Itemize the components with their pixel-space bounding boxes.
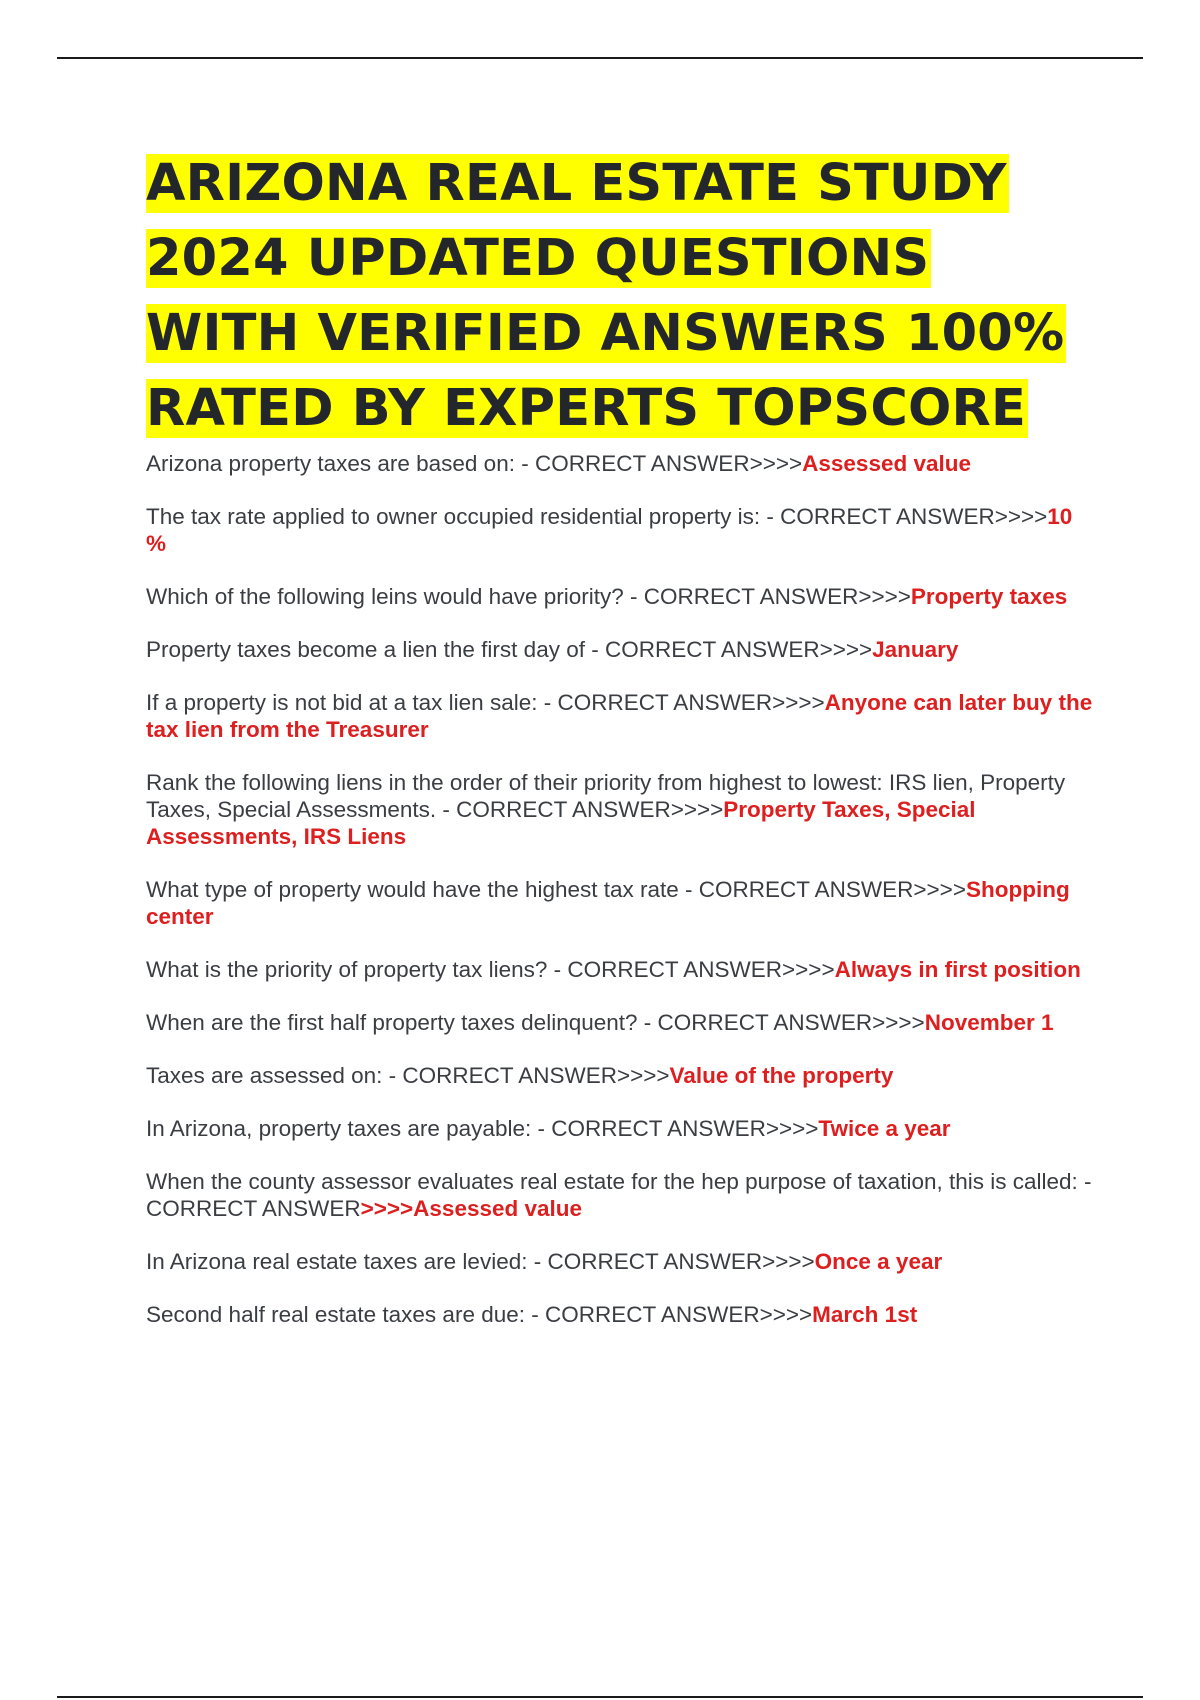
question-text: Which of the following leins would have priority? - CORRECT ANSWER>>>>	[146, 584, 911, 609]
answer-text: Property Taxes, Special Assessments, IRS Liens	[146, 797, 976, 849]
qa-item-1	[146, 450, 1096, 477]
document-body	[146, 146, 1096, 1354]
question-text: When are the first half property taxes delinquent? - CORRECT ANSWER>>>>	[146, 1010, 925, 1035]
qa-item-6	[146, 769, 1096, 850]
qa-item-9	[146, 1009, 1096, 1036]
qa-item-12	[146, 1168, 1096, 1222]
answer-text: Always in first position	[834, 957, 1081, 982]
answer-text: Property taxes	[910, 584, 1068, 609]
answer-text: Twice a year	[818, 1116, 951, 1141]
question-text: Property taxes become a lien the first day of - CORRECT ANSWER>>>>	[146, 637, 873, 662]
question-text: If a property is not bid at a tax lien sale: - CORRECT ANSWER>>>>	[146, 690, 825, 715]
title-line-3: WITH VERIFIED ANSWERS 100%	[146, 304, 1065, 363]
answer-text: January	[872, 637, 959, 662]
qa-item-7	[146, 876, 1096, 930]
answer-text: Shopping center	[146, 877, 1070, 929]
question-text: Second half real estate taxes are due: - CORRECT ANSWER>>>>	[146, 1302, 813, 1327]
qa-item-5	[146, 689, 1096, 743]
question-text: In Arizona, property taxes are payable: - CORRECT ANSWER>>>>	[146, 1116, 819, 1141]
answer-text: Once a year	[814, 1249, 943, 1274]
question-text: Taxes are assessed on: - CORRECT ANSWER>>>>	[146, 1063, 670, 1088]
answer-text: Anyone can later buy the tax lien from the Treasurer	[146, 690, 1093, 742]
question-text: In Arizona real estate taxes are levied: - CORRECT ANSWER>>>>	[146, 1249, 815, 1274]
qa-item-2	[146, 503, 1096, 557]
title-line-2: 2024 UPDATED QUESTIONS	[146, 229, 930, 288]
answer-text: 10 %	[146, 504, 1073, 556]
answer-text: November 1	[924, 1010, 1054, 1035]
question-text: The tax rate applied to owner occupied residential property is: - CORRECT ANSWER>>>>	[146, 504, 1048, 529]
document-title	[146, 146, 1096, 446]
qa-item-10	[146, 1062, 1096, 1089]
qa-item-14	[146, 1301, 1096, 1328]
answer-text: >>>>Assessed value	[360, 1196, 583, 1221]
answer-text: March 1st	[812, 1302, 918, 1327]
question-text: Arizona property taxes are based on: - CORRECT ANSWER>>>>	[146, 451, 803, 476]
question-text: What type of property would have the highest tax rate - CORRECT ANSWER>>>>	[146, 877, 966, 902]
bottom-rule	[57, 1696, 1143, 1698]
answer-text: Value of the property	[669, 1063, 894, 1088]
qa-item-11	[146, 1115, 1096, 1142]
top-rule	[57, 57, 1143, 59]
question-text: When the county assessor evaluates real estate for the hep purpose of taxation, this is called: - CORRECT ANSWER	[146, 1169, 1092, 1221]
qa-item-3	[146, 583, 1096, 610]
qa-item-13	[146, 1248, 1096, 1275]
question-text: Rank the following liens in the order of their priority from highest to lowest: IRS lien, Property Taxes, Special Assessments. - CORRECT ANSWER>>>>	[146, 770, 1066, 822]
title-line-1: ARIZONA REAL ESTATE STUDY	[146, 154, 1007, 213]
answer-text: Assessed value	[802, 451, 972, 476]
question-text: What is the priority of property tax liens? - CORRECT ANSWER>>>>	[146, 957, 835, 982]
qa-item-4	[146, 636, 1096, 663]
qa-item-8	[146, 956, 1096, 983]
title-line-4: RATED BY EXPERTS TOPSCORE	[146, 379, 1027, 438]
